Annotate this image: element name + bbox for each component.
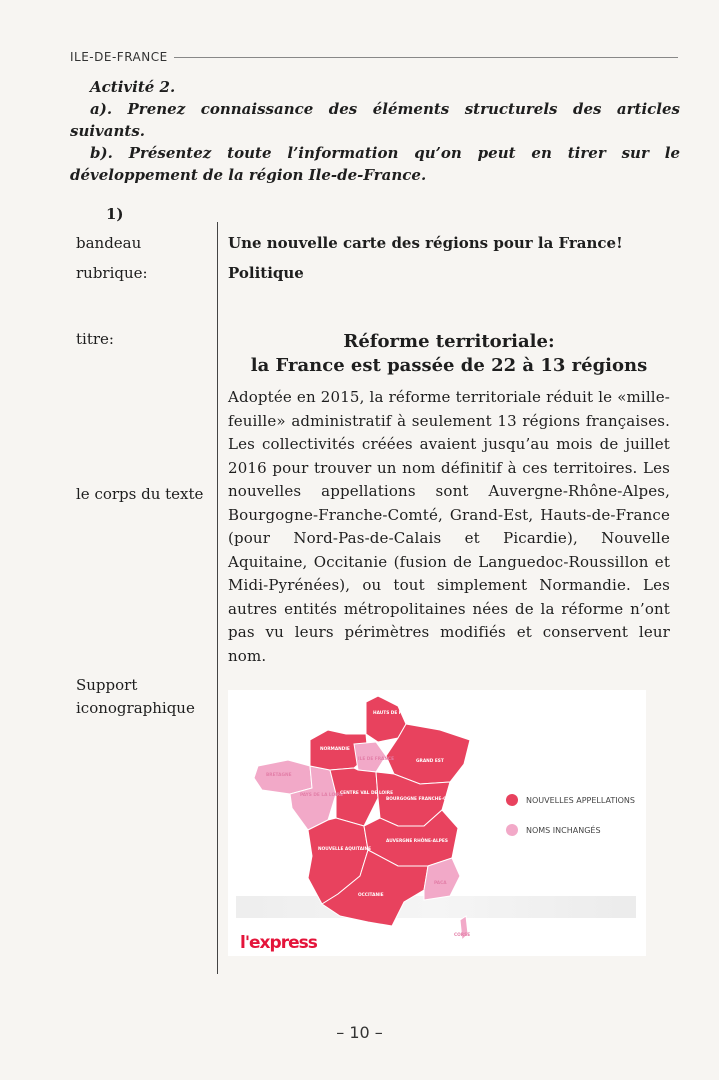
running-header [70,50,678,64]
label-banner: bandeau [76,234,142,252]
label-support-2: iconographique [76,699,195,717]
label-rubric: rubrique: [76,264,148,282]
map-label-centre: CENTRE VAL DE LOIRE [340,791,394,796]
label-title: titre: [76,330,114,348]
map-label-occitanie: OCCITANIE [358,893,384,898]
section-number: 1) [106,205,124,223]
lexpress-logo: l'express [240,933,317,953]
legend-label-unchanged: NOMS INCHANGÉS [526,825,601,835]
instruction-b: b). Présentez toute l’information qu’on peut en tirer sur le développement de la région Ile-de-France. [70,144,680,184]
map-label-paca: PACA [434,881,447,886]
article-title-line-2: la France est passée de 22 à 13 régions [250,355,648,376]
map-label-bretagne: BRETAGNE [266,773,292,778]
map-label-hauts-de-france: HAUTS DE FRANCE [373,711,419,716]
label-body: le corps du texte [76,485,204,503]
map-label-normandie: NORMANDIE [320,747,350,752]
activity-instructions [70,76,680,186]
running-title: ILE-DE-FRANCE [70,50,168,64]
map-label-auvergne: AUVERGNE RHÔNE-ALPES [386,839,448,844]
legend-item-new [506,794,635,806]
map-label-corse: CORSE [454,933,471,938]
legend-label-new: NOUVELLES APPELLATIONS [526,795,635,805]
legend-dot-new [506,794,518,806]
map-label-grand-est: GRAND EST [416,759,444,764]
legend-item-unchanged [506,824,635,836]
article-title [228,330,670,378]
article-title-line-1: Réforme territoriale: [343,331,555,352]
map-label-ile-de-france: ILE DE FRANCE [358,757,395,762]
article-body: Adoptée en 2015, la réforme territoriale réduit le «mille-feuille» administratif à seulement 13 régions françaises. Les collectivités créées avaient jusqu’au mois de juillet 2016 pour trouver un nom définitif à ces territoires. Les nouvelles appellations sont Auvergne-Rhône-Alpes, Bourgogne-Franche-Comté, Grand-Est, Hauts-de-France (pour Nord-Pas-de-Calais et Picardie), Nouvelle Aquitaine, Occitanie (fusion de Languedoc-Roussillon et Midi-Pyrénées), ou tout simplement Normandie. Les autres entités métropolitaines nées de la réforme n’ont pas vu leurs périmètres modifiés et conservent leur nom. [228,388,670,665]
column-divider [217,222,218,974]
map-label-nouvelle-aquitaine: NOUVELLE AQUITAINE [318,847,372,852]
map-legend [506,794,635,854]
header-rule [174,57,678,58]
activity-title: Activité 2. [90,78,176,96]
article-banner: Une nouvelle carte des régions pour la France! [228,234,623,252]
legend-dot-unchanged [506,824,518,836]
label-support-1: Support [76,676,138,694]
map-label-pays-de-la-loire: PAYS DE LA LOIRE [300,793,344,798]
page-number: – 10 – [336,1023,383,1042]
map-label-bourgogne: BOURGOGNE FRANCHE-COMTÉ [386,797,461,802]
instruction-a: a). Prenez connaissance des éléments structurels des articles suivants. [70,100,680,140]
article-rubric: Politique [228,264,304,282]
